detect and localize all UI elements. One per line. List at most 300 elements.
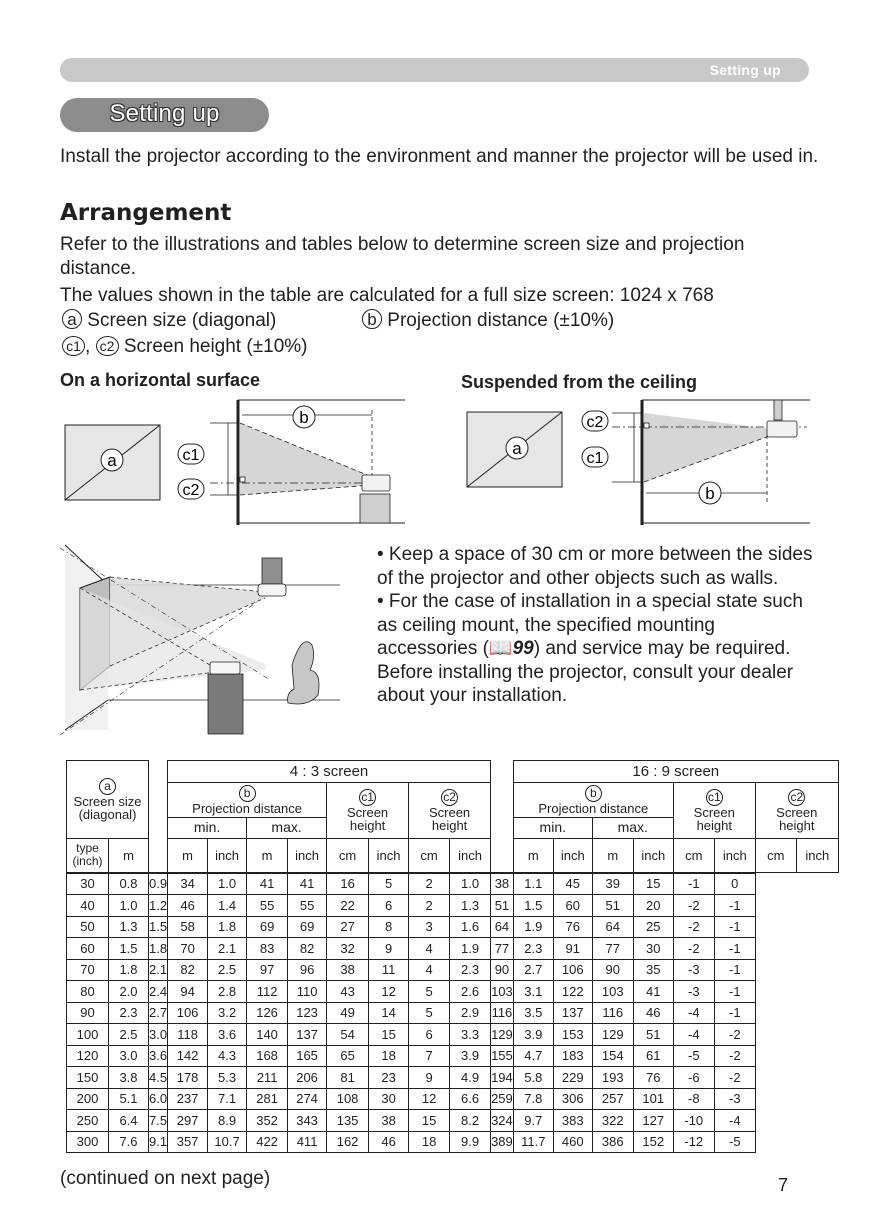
table-cell: 61 [633,1045,673,1067]
table-cell: 70 [168,938,208,960]
c2-line2: height [779,817,815,833]
table-cell: -2 [714,1045,755,1067]
symbol-b-table: b [239,785,256,802]
c2-line1: Screen [428,804,471,820]
table-cell: 18 [409,1131,450,1153]
note-bullet-2-pre: • For the case of installation in a special state such as ceiling mount, the specified mounting accessories ( [377,591,803,659]
table-cell: -2 [673,895,714,917]
unit-cell: inch [553,839,592,873]
table-cell: 4 [409,938,450,960]
page-reference[interactable] [489,638,534,659]
table-cell: 9.1 [149,1131,168,1153]
note-bullet-1: • Keep a space of 30 cm or more between the sides of the projector and other objects such as walls. [377,544,813,589]
table-cell: 1.8 [208,916,247,938]
header-c2-169 [755,782,838,839]
table-cell: 7.1 [208,1088,247,1110]
ceiling-diagram [462,395,812,530]
table-cell: 35 [633,959,673,981]
header-c1-169 [673,782,755,839]
table-cell: 1.9 [450,938,491,960]
table-cell: 178 [168,1067,208,1089]
table-cell: 322 [592,1110,633,1132]
table-row [67,1110,839,1132]
table-cell: 103 [592,981,633,1003]
table-cell: 137 [288,1024,327,1046]
table-cell: 116 [592,1002,633,1024]
table-cell: 168 [247,1045,288,1067]
table-cell: 7.5 [149,1110,168,1132]
table-cell: 129 [592,1024,633,1046]
table-cell: 281 [247,1088,288,1110]
symbol-c1-table: c1 [359,789,376,806]
table-cell: 4 [409,959,450,981]
table-cell: 8.2 [450,1110,491,1132]
table-cell: 58 [168,916,208,938]
legend-c [62,335,307,359]
table-cell: 3.8 [109,1067,149,1089]
table-cell: 4.3 [208,1045,247,1067]
units-row [67,839,839,873]
table-cell: 82 [168,959,208,981]
table-cell: 137 [553,1002,592,1024]
table-cell: 15 [409,1110,450,1132]
table-row [67,895,839,917]
table-cell: 39 [592,873,633,895]
table-cell: 5.8 [513,1067,553,1089]
table-cell: 65 [327,1045,369,1067]
table-cell: 3.1 [513,981,553,1003]
table-cell: -2 [714,1067,755,1089]
table-cell: 83 [247,938,288,960]
table-cell: 165 [288,1045,327,1067]
table-cell: 106 [553,959,592,981]
table-cell: 51 [633,1024,673,1046]
table-cell: 9.7 [513,1110,553,1132]
table-cell: 100 [67,1024,109,1046]
table-cell: 9 [409,1067,450,1089]
table-cell: 4.9 [450,1067,491,1089]
table-cell: 18 [369,1045,409,1067]
table-cell: 5.1 [109,1088,149,1110]
table-cell: 9.9 [450,1131,491,1153]
table-cell: 4.5 [149,1067,168,1089]
table-cell: 8.9 [208,1110,247,1132]
table-cell: 9 [369,938,409,960]
table-cell: -2 [673,916,714,938]
header-min-169: min. [513,817,592,839]
table-cell: 297 [168,1110,208,1132]
legend-separator: , [85,336,91,357]
table-row [67,1045,839,1067]
table-cell: -2 [714,1024,755,1046]
group-169: 16 : 9 screen [513,761,838,783]
table-cell: 3.9 [450,1045,491,1067]
intro-text: Install the projector according to the environment and manner the projector will be used in. [60,146,819,167]
table-cell: -8 [673,1088,714,1110]
table-cell: -10 [673,1110,714,1132]
header-proj-169 [513,782,673,817]
table-cell: 153 [553,1024,592,1046]
table-row [67,1002,839,1024]
table-cell: 77 [491,938,514,960]
table-cell: -5 [673,1045,714,1067]
table-cell: -1 [714,916,755,938]
table-cell: 2.5 [208,959,247,981]
symbol-a-table: a [99,778,116,795]
table-cell: 1.0 [208,873,247,895]
table-cell: 352 [247,1110,288,1132]
table-cell: 250 [67,1110,109,1132]
legend-c-text: Screen height (±10%) [123,336,308,357]
table-cell: -1 [714,1002,755,1024]
table-cell: 103 [491,981,514,1003]
table-cell: 14 [369,1002,409,1024]
table-cell: 150 [67,1067,109,1089]
table-cell: 118 [168,1024,208,1046]
legend-b-text: Projection distance (±10%) [387,310,615,331]
label-c1: c1 [182,447,200,464]
table-cell: 1.8 [109,959,149,981]
proj-label: Projection distance [538,800,649,816]
table-cell: 122 [553,981,592,1003]
table-cell: 76 [553,916,592,938]
label-a-ceiling: a [512,439,522,458]
table-row [67,1024,839,1046]
label-b: b [299,408,309,427]
table-cell: 27 [327,916,369,938]
table-cell: 40 [67,895,109,917]
unit-cell: m [109,839,149,873]
table-cell: 46 [369,1131,409,1153]
table-cell: 460 [553,1131,592,1153]
table-cell: 90 [592,959,633,981]
table-cell: 3.9 [513,1024,553,1046]
table-cell: 3.6 [149,1045,168,1067]
symbol-c2-table: c2 [788,789,805,806]
table-cell: 7.8 [513,1088,553,1110]
table-cell: 90 [67,1002,109,1024]
unit-cell: cm [327,839,369,873]
table-cell: 211 [247,1067,288,1089]
header-screen-size [67,761,149,839]
table-cell: 2.9 [450,1002,491,1024]
table-row [67,916,839,938]
table-cell: 45 [553,873,592,895]
table-cell: -6 [673,1067,714,1089]
table-cell: -12 [673,1131,714,1153]
table-cell: 1.0 [109,895,149,917]
table-cell: 154 [592,1045,633,1067]
table-cell: -3 [673,981,714,1003]
table-cell: 60 [67,938,109,960]
table-cell: 82 [288,938,327,960]
table-cell: 91 [553,938,592,960]
label-c2-ceiling: c2 [586,414,604,431]
table-cell: 38 [491,873,514,895]
table-cell: 55 [247,895,288,917]
table-cell: 1.4 [208,895,247,917]
table-cell: 97 [247,959,288,981]
table-cell: 2.4 [149,981,168,1003]
page-reference-number: 99 [512,638,534,659]
table-cell: 0.9 [149,873,168,895]
table-cell: 11 [369,959,409,981]
table-cell: -1 [673,873,714,895]
table-cell: 16 [327,873,369,895]
table-cell: 5 [409,981,450,1003]
table-cell: 64 [592,916,633,938]
table-cell: 110 [288,981,327,1003]
table-cell: 324 [491,1110,514,1132]
room-illustration [60,540,350,740]
header-c2-43 [409,782,491,839]
legend-b [362,309,614,333]
horizontal-title: On a horizontal surface [60,370,261,390]
table-cell: 6.0 [149,1088,168,1110]
table-cell: 106 [168,1002,208,1024]
table-cell: 22 [327,895,369,917]
table-cell: 34 [168,873,208,895]
unit-cell: m [168,839,208,873]
c2-line1: Screen [776,804,818,820]
section-title: Setting up [109,100,220,127]
table-cell: 2 [409,873,450,895]
section-title-pill [60,98,269,132]
page-number: 7 [778,1175,789,1195]
table-cell: 30 [67,873,109,895]
table-row [67,1067,839,1089]
table-cell: 15 [369,1024,409,1046]
table-cell: 1.5 [149,916,168,938]
book-icon: 📖 [488,638,513,659]
table-cell: 12 [369,981,409,1003]
table-cell: 259 [491,1088,514,1110]
table-cell: 3.0 [109,1045,149,1067]
table-cell: 108 [327,1088,369,1110]
table-cell: 2.7 [513,959,553,981]
table-cell: -1 [714,981,755,1003]
table-cell: 41 [247,873,288,895]
legend-a [62,309,276,333]
table-cell: 422 [247,1131,288,1153]
unit-cell: inch [369,839,409,873]
table-row [67,873,839,895]
table-cell: 96 [288,959,327,981]
table-cell: 69 [247,916,288,938]
symbol-b-table: b [585,785,602,802]
table-cell: 389 [491,1131,514,1153]
table-cell: 15 [633,873,673,895]
unit-cell: inch [288,839,327,873]
table-cell: 11.7 [513,1131,553,1153]
header-max-43: max. [247,817,327,839]
table-cell: 2.8 [208,981,247,1003]
table-cell: 0 [714,873,755,895]
table-cell: 2.3 [109,1002,149,1024]
table-cell: -5 [714,1131,755,1153]
table-cell: 3.0 [149,1024,168,1046]
table-cell: 32 [327,938,369,960]
table-cell: 1.2 [149,895,168,917]
table-cell: 41 [288,873,327,895]
table-cell: 3 [409,916,450,938]
table-cell: -1 [714,895,755,917]
label-c1-ceiling: c1 [586,450,604,467]
table-cell: 70 [67,959,109,981]
table-row [67,1088,839,1110]
table-cell: 51 [592,895,633,917]
header-label: Setting up [709,62,781,78]
table-cell: 2.0 [109,981,149,1003]
c1-line2: height [696,817,732,833]
table-cell: 116 [491,1002,514,1024]
header-min-43: min. [168,817,247,839]
unit-cell: m [592,839,633,873]
table-cell: 4.7 [513,1045,553,1067]
table-cell: 1.6 [450,916,491,938]
table-cell: 6.6 [450,1088,491,1110]
horizontal-diagram [60,395,410,530]
table-cell: 43 [327,981,369,1003]
table-cell: 3.6 [208,1024,247,1046]
table-cell: 127 [633,1110,673,1132]
table-cell: 60 [553,895,592,917]
unit-cell: cm [673,839,714,873]
ceiling-title: Suspended from the ceiling [461,372,698,392]
table-cell: 229 [553,1067,592,1089]
table-cell: 1.5 [109,938,149,960]
table-cell: 2.7 [149,1002,168,1024]
table-cell: 2.6 [450,981,491,1003]
table-cell: 155 [491,1045,514,1067]
table-cell: 194 [491,1067,514,1089]
legend-a-text: Screen size (diagonal) [87,310,277,331]
table-cell: -4 [673,1002,714,1024]
table-cell: 112 [247,981,288,1003]
table-cell: -4 [673,1024,714,1046]
c1-line1: Screen [346,804,389,820]
table-row [67,938,839,960]
table-cell: 30 [633,938,673,960]
unit-cell: inch [714,839,755,873]
installation-notes [377,543,817,708]
table-body [67,873,839,1153]
table-cell: 1.1 [513,873,553,895]
table-cell: 123 [288,1002,327,1024]
table-cell: 38 [327,959,369,981]
symbol-c1-table: c1 [706,789,723,806]
unit-cell: cm [409,839,450,873]
table-cell: 2.3 [513,938,553,960]
unit-cell: inch [633,839,673,873]
table-cell: 81 [327,1067,369,1089]
unit-cell: inch [796,839,838,873]
table-cell: 135 [327,1110,369,1132]
unit-cell: inch [208,839,247,873]
continued-note: (continued on next page) [60,1168,271,1189]
table-cell: 2.1 [208,938,247,960]
c1-line2: height [349,817,386,833]
table-cell: -4 [714,1110,755,1132]
table-cell: 77 [592,938,633,960]
table-cell: 306 [553,1088,592,1110]
table-cell: 0.8 [109,873,149,895]
table-cell: 80 [67,981,109,1003]
table-cell: 6 [409,1024,450,1046]
table-cell: 2.1 [149,959,168,981]
table-cell: 162 [327,1131,369,1153]
table-cell: 193 [592,1067,633,1089]
proj-label: Projection distance [192,800,302,816]
table-cell: 183 [553,1045,592,1067]
table-cell: 46 [168,895,208,917]
table-cell: 76 [633,1067,673,1089]
table-cell: 94 [168,981,208,1003]
table-cell: 152 [633,1131,673,1153]
table-cell: 2.3 [450,959,491,981]
symbol-c2-table: c2 [441,789,458,806]
table-cell: 90 [491,959,514,981]
table-cell: 3.3 [450,1024,491,1046]
table-cell: 140 [247,1024,288,1046]
table-cell: 1.5 [513,895,553,917]
table-cell: 69 [288,916,327,938]
table-cell: 30 [369,1088,409,1110]
symbol-c1: c1 [62,336,85,356]
group-43: 4 : 3 screen [168,761,491,783]
table-cell: 1.8 [149,938,168,960]
table-cell: 55 [288,895,327,917]
table-cell: 386 [592,1131,633,1153]
table-cell: 237 [168,1088,208,1110]
table-cell: 126 [247,1002,288,1024]
table-cell: 23 [369,1067,409,1089]
table-cell: 64 [491,916,514,938]
table-cell: 200 [67,1088,109,1110]
table-cell: 343 [288,1110,327,1132]
label-a: a [107,451,117,470]
table-cell: 54 [327,1024,369,1046]
label-c2: c2 [182,482,200,499]
table-cell: 50 [67,916,109,938]
table-cell: 5.3 [208,1067,247,1089]
table-cell: 1.9 [513,916,553,938]
table-cell: 206 [288,1067,327,1089]
table-cell: -3 [714,1088,755,1110]
table-cell: 5 [369,873,409,895]
table-cell: 257 [592,1088,633,1110]
table-cell: 300 [67,1131,109,1153]
table-cell: 101 [633,1088,673,1110]
column-gap [491,761,514,873]
note-bullet-2 [377,590,817,708]
table-cell: 38 [369,1110,409,1132]
table-cell: 411 [288,1131,327,1153]
table-cell: 20 [633,895,673,917]
table-cell: 1.3 [109,916,149,938]
table-cell: 49 [327,1002,369,1024]
table-row [67,1131,839,1153]
table-row [67,981,839,1003]
table-cell: 2 [409,895,450,917]
values-note: The values shown in the table are calculated for a full size screen: 1024 x 768 [60,285,714,306]
unit-cell: m [513,839,553,873]
table-cell: 6 [369,895,409,917]
note-bullet-2-post: ) and service may be required. Before installing the projector, consult your dealer about your installation. [377,638,794,706]
header-max-169: max. [592,817,673,839]
table-cell: 8 [369,916,409,938]
table-cell: 7.6 [109,1131,149,1153]
